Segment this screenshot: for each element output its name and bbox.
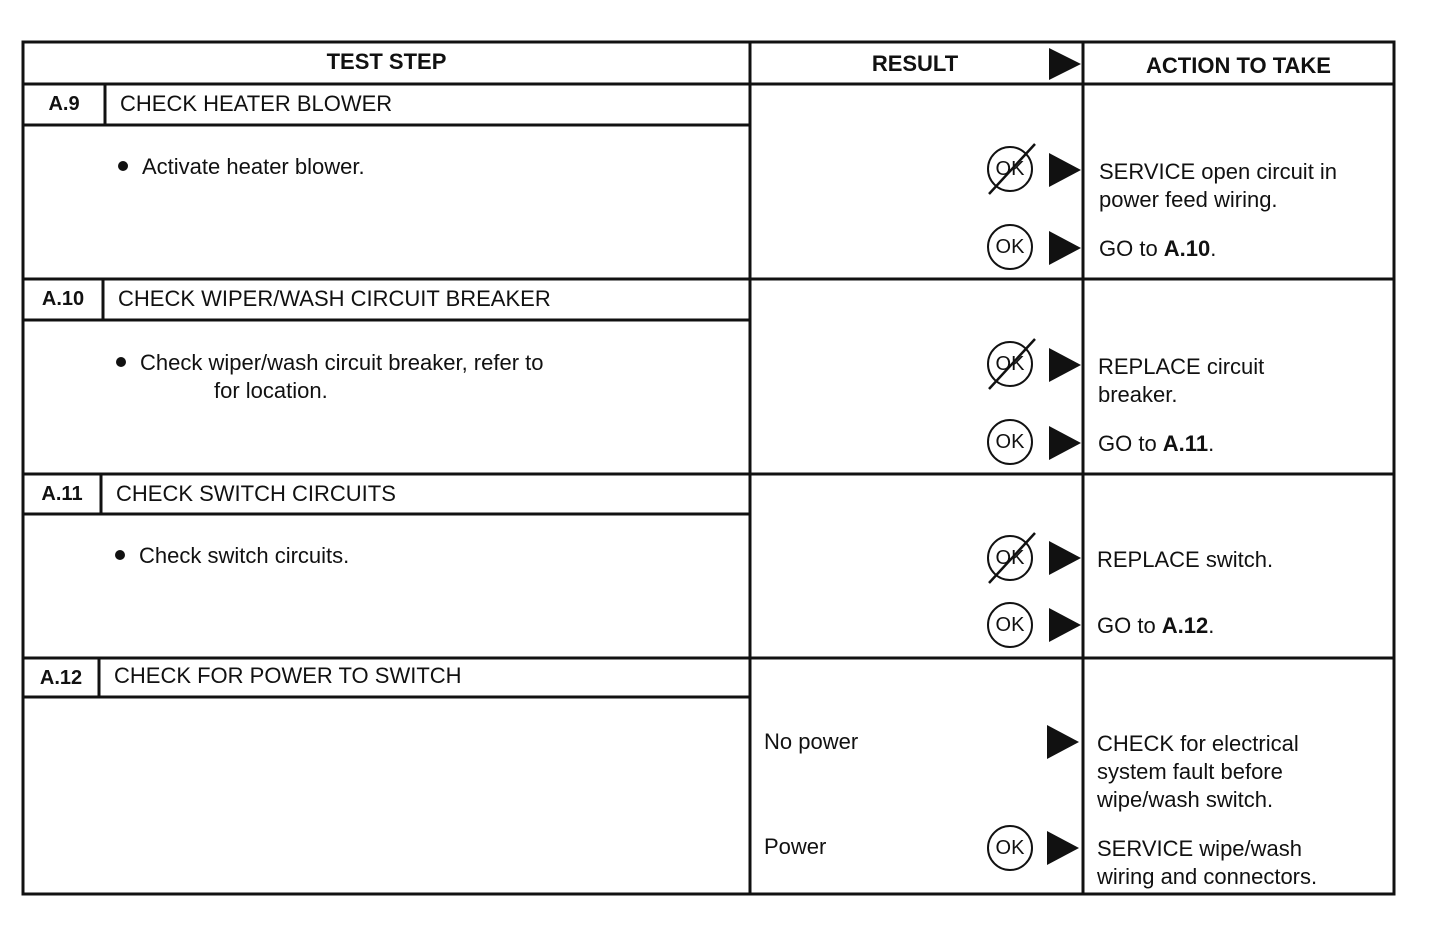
action-goto: GO to A.11. xyxy=(1098,431,1215,456)
step-instruction: Check switch circuits. xyxy=(115,542,349,570)
ok-icon: OK xyxy=(987,419,1033,465)
not-ok-icon: OK xyxy=(987,535,1033,581)
step-title: CHECK FOR POWER TO SWITCH xyxy=(114,663,462,688)
step-id: A.10 xyxy=(41,288,85,310)
bullet-icon xyxy=(118,161,128,171)
step-title: CHECK HEATER BLOWER xyxy=(120,91,393,116)
result-label: No power xyxy=(764,729,859,754)
header-action: ACTION TO TAKE xyxy=(1146,53,1331,78)
not-ok-icon: OK xyxy=(987,146,1033,192)
result-label: Power xyxy=(764,834,827,859)
step-id: A.11 xyxy=(41,483,83,505)
header-test-step: TEST STEP xyxy=(326,49,447,74)
action-goto: GO to A.10. xyxy=(1099,236,1217,261)
arrow-right-icon xyxy=(1049,348,1081,382)
ok-icon: OK xyxy=(987,825,1033,871)
action-text: CHECK for electrical system fault before wipe/wash switch. xyxy=(1097,731,1299,812)
action-text: SERVICE wipe/wash wiring and connectors. xyxy=(1097,836,1318,889)
arrow-right-icon xyxy=(1047,725,1079,759)
arrow-right-icon xyxy=(1049,608,1081,642)
step-instruction: Check wiper/wash circuit breaker, refer to xyxy=(116,349,544,377)
action-goto: GO to A.12. xyxy=(1097,613,1215,638)
arrow-right-icon xyxy=(1049,541,1081,575)
arrow-right-icon xyxy=(1049,153,1081,187)
step-id: A.12 xyxy=(39,667,83,689)
step-instruction-continued: for location. xyxy=(214,378,328,403)
step-id: A.9 xyxy=(48,93,80,115)
arrow-right-icon xyxy=(1049,426,1081,460)
step-title: CHECK SWITCH CIRCUITS xyxy=(116,481,396,506)
action-text: REPLACE circuit breaker. xyxy=(1098,354,1265,407)
ok-icon: OK xyxy=(987,224,1033,270)
step-instruction: Activate heater blower. xyxy=(118,153,365,181)
test-step-table xyxy=(20,40,1396,896)
step-title: CHECK WIPER/WASH CIRCUIT BREAKER xyxy=(118,286,551,311)
bullet-icon xyxy=(116,357,126,367)
bullet-icon xyxy=(115,550,125,560)
not-ok-icon: OK xyxy=(987,341,1033,387)
header-arrow-icon xyxy=(1049,48,1081,80)
ok-icon: OK xyxy=(987,602,1033,648)
action-text: REPLACE switch. xyxy=(1097,547,1274,572)
arrow-right-icon xyxy=(1047,831,1079,865)
action-text: SERVICE open circuit in power feed wiring. xyxy=(1099,159,1338,212)
header-result: RESULT xyxy=(871,51,959,76)
arrow-right-icon xyxy=(1049,231,1081,265)
